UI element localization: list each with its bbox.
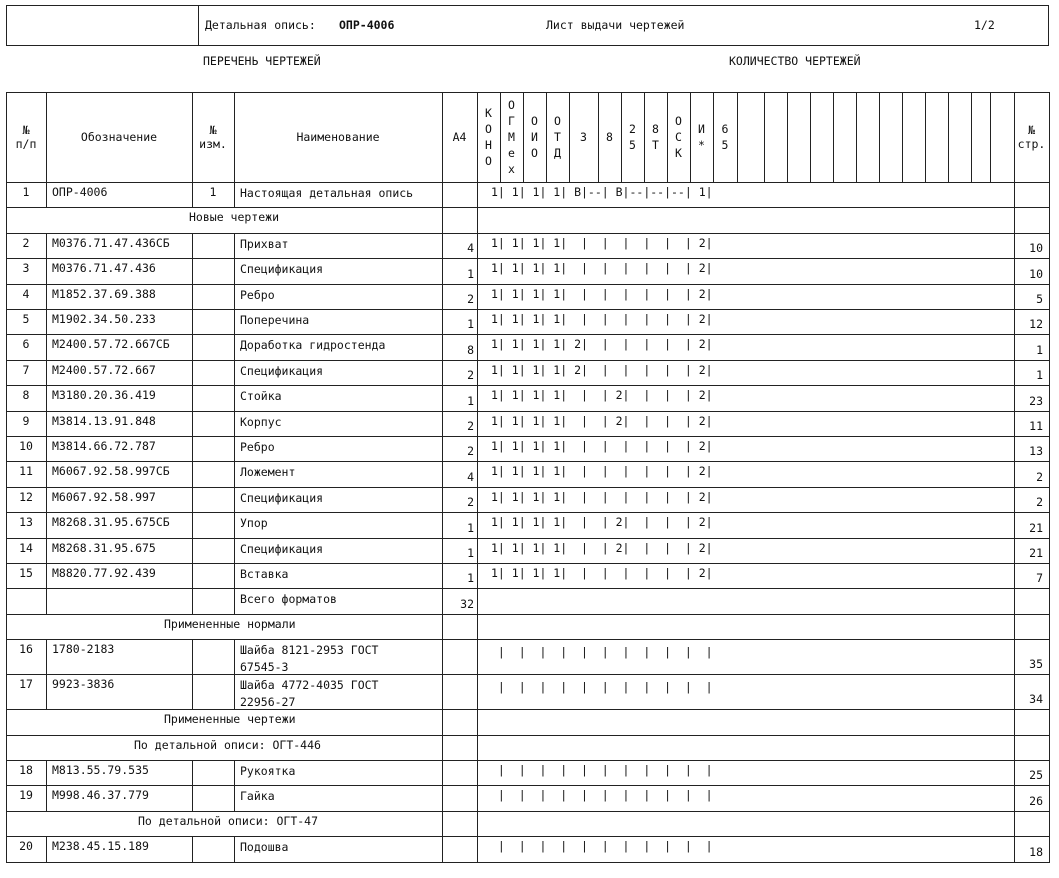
- grid-line: [1014, 588, 1015, 614]
- row-name: Упор: [240, 516, 268, 531]
- row-border: [6, 436, 1050, 437]
- grid-line: [1014, 811, 1015, 837]
- row-page: 2: [1036, 469, 1043, 484]
- grid-line: [192, 258, 193, 284]
- table-top-border: [6, 92, 1050, 93]
- row-page: 12: [1029, 317, 1043, 332]
- grid-line: [46, 360, 47, 386]
- grid-line: [46, 436, 47, 462]
- row-a4-count: 4: [467, 469, 474, 484]
- col-header-a4: А4: [452, 130, 467, 144]
- grid-line: [477, 588, 478, 614]
- row-distribution: | | | | | | | | | | |: [491, 763, 713, 777]
- section-heading: По детальной описи: ОГТ-446: [134, 737, 321, 752]
- row-number: 7: [22, 362, 30, 377]
- grid-line: [477, 811, 478, 837]
- grid-line: [234, 563, 235, 589]
- grid-line: [192, 487, 193, 513]
- dist-col-header: И *: [698, 122, 705, 152]
- dist-col-line: [879, 92, 880, 183]
- row-border: [6, 760, 1050, 761]
- row-name: Ложемент: [240, 465, 296, 480]
- row-number: 20: [19, 839, 33, 854]
- row-border: [6, 674, 1050, 675]
- row-distribution: 1| 1| 1| 1| | | 2| | | | 2|: [491, 388, 713, 403]
- row-border: [6, 512, 1050, 513]
- row-page: 25: [1029, 768, 1043, 783]
- grid-line: [46, 785, 47, 811]
- grid-line: [234, 360, 235, 386]
- row-distribution: 1| 1| 1| 1| | | | | | | 2|: [491, 235, 713, 250]
- dist-col-header: 3: [580, 130, 587, 144]
- grid-line: [234, 284, 235, 310]
- dist-col-line: [856, 92, 857, 183]
- section-heading: Новые чертежи: [189, 210, 280, 225]
- row-designation: М238.45.15.189: [52, 839, 149, 854]
- row-name: Спецификация: [240, 490, 324, 505]
- grid-line: [1014, 709, 1015, 735]
- row-distribution: | | | | | | | | | | |: [491, 680, 713, 695]
- grid-line: [46, 512, 47, 538]
- row-distribution: 1| 1| 1| 1| | | 2| | | | 2|: [491, 413, 713, 428]
- row-border: [6, 360, 1050, 361]
- row-border: [6, 207, 1050, 208]
- row-number: 2: [22, 235, 30, 250]
- grid-line: [192, 411, 193, 437]
- row-page: 21: [1029, 520, 1043, 535]
- row-name: Вставка: [240, 567, 289, 581]
- row-page: 1: [1036, 368, 1043, 383]
- grid-line: [46, 309, 47, 335]
- grid-line: [46, 836, 47, 862]
- grid-line: [192, 639, 193, 675]
- dist-col-line: [971, 92, 972, 183]
- row-name: Стойка: [240, 389, 282, 404]
- row-a4-count: 8: [467, 342, 474, 357]
- dist-col-header: О И О: [531, 114, 538, 160]
- grid-line: [477, 760, 478, 786]
- row-a4-count: 1: [467, 546, 474, 560]
- row-page: 10: [1029, 241, 1043, 256]
- grid-line: [442, 735, 443, 761]
- grid-line: [192, 385, 193, 411]
- row-name: Спецификация: [240, 262, 324, 277]
- row-designation: 1780-2183: [52, 642, 115, 657]
- grid-line: [46, 588, 47, 614]
- row-page: 26: [1029, 793, 1043, 808]
- grid-line: [192, 360, 193, 386]
- row-border: [6, 309, 1050, 310]
- grid-line: [477, 836, 478, 862]
- row-name: Всего форматов: [240, 592, 337, 607]
- grid-line: [234, 836, 235, 862]
- row-page: 13: [1029, 444, 1043, 459]
- row-number: 16: [19, 642, 33, 657]
- grid-line: [477, 461, 478, 487]
- row-border: [6, 588, 1050, 589]
- grid-line: [442, 836, 443, 862]
- grid-line: [192, 538, 193, 564]
- grid-line: [1014, 614, 1015, 640]
- grid-line: [46, 674, 47, 710]
- list-heading: ПЕРЕЧЕНЬ ЧЕРТЕЖЕЙ: [203, 54, 321, 68]
- row-distribution: 1| 1| 1| 1| | | | | | | 2|: [491, 261, 713, 276]
- dist-col-header: 6 5: [721, 122, 729, 152]
- grid-line: [46, 639, 47, 675]
- row-designation: М1902.34.50.233: [52, 312, 156, 326]
- dist-col-header: О Г М е х: [508, 98, 515, 176]
- row-revision: 1: [209, 185, 217, 199]
- dist-col-header: 8 Т: [652, 122, 659, 152]
- row-border: [6, 334, 1050, 335]
- row-designation: М813.55.79.535: [52, 763, 149, 777]
- grid-line: [192, 284, 193, 310]
- dist-col-line: [902, 92, 903, 183]
- row-designation: М3814.13.91.848: [52, 413, 156, 428]
- grid-line: [234, 309, 235, 335]
- grid-line: [442, 182, 443, 208]
- row-border: [6, 258, 1050, 259]
- dist-col-header: 2 5: [629, 122, 636, 152]
- row-designation: М0376.71.47.436СБ: [52, 235, 170, 250]
- row-page: 7: [1036, 571, 1043, 586]
- grid-line: [46, 563, 47, 589]
- row-number: 5: [22, 312, 30, 326]
- dist-col-line: [810, 92, 811, 183]
- row-a4-count: 2: [467, 495, 474, 510]
- desc-code: ОПР-4006: [339, 18, 395, 32]
- row-a4-count: 2: [467, 419, 474, 433]
- grid-line: [46, 411, 47, 437]
- col-header-page: № стр.: [1017, 123, 1046, 151]
- dist-col-line: [787, 92, 788, 183]
- row-designation: М1852.37.69.388: [52, 286, 156, 301]
- row-border: [6, 233, 1050, 234]
- grid-line: [234, 674, 235, 710]
- row-distribution: 1| 1| 1| 1| | | 2| | | | 2|: [491, 540, 713, 555]
- row-page: 11: [1029, 419, 1043, 433]
- grid-line: [46, 334, 47, 360]
- row-designation: М3180.20.36.419: [52, 388, 156, 403]
- dist-col-header: 8: [606, 130, 613, 144]
- row-designation: 9923-3836: [52, 677, 115, 692]
- grid-line: [477, 207, 478, 233]
- row-name: Ребро: [240, 287, 275, 302]
- grid-line: [46, 487, 47, 513]
- grid-line: [46, 233, 47, 259]
- row-border: [6, 461, 1050, 462]
- grid-line: [477, 709, 478, 735]
- row-number: 14: [19, 540, 33, 555]
- row-name: Настоящая детальная опись: [240, 186, 414, 200]
- row-page: 23: [1029, 393, 1043, 408]
- dist-col-line: [990, 92, 991, 183]
- grid-line: [477, 182, 478, 208]
- dist-col-line: [764, 92, 765, 183]
- grid-line: [46, 760, 47, 786]
- row-name: Прихват: [240, 236, 289, 251]
- row-designation: М6067.92.58.997СБ: [52, 464, 170, 479]
- row-page: 1: [1036, 342, 1043, 357]
- row-a4-count: 1: [467, 571, 474, 586]
- row-number: 3: [22, 261, 30, 276]
- grid-line: [234, 461, 235, 487]
- row-border: [6, 811, 1050, 812]
- grid-line: [192, 512, 193, 538]
- row-a4-count: 4: [467, 241, 474, 256]
- row-name: Гайка: [240, 789, 275, 804]
- grid-line: [477, 785, 478, 811]
- row-number: 17: [19, 677, 33, 692]
- row-distribution: 1| 1| 1| 1| | | | | | | 2|: [491, 566, 713, 580]
- section-heading: Примененные чертежи: [164, 712, 296, 727]
- grid-line: [477, 284, 478, 310]
- grid-line: [477, 233, 478, 259]
- row-name: Ребро: [240, 440, 275, 454]
- row-name: Шайба 8121-2953 ГОСТ 67545-3: [240, 643, 379, 675]
- grid-line: [46, 182, 47, 208]
- section-heading: Примененные нормали: [164, 616, 296, 631]
- row-page: 2: [1036, 495, 1043, 510]
- col-header-num: № п/п: [15, 123, 37, 151]
- grid-line: [234, 385, 235, 411]
- row-page: 18: [1029, 844, 1043, 859]
- row-name: Шайба 4772-4035 ГОСТ 22956-27: [240, 678, 379, 710]
- row-number: 13: [19, 515, 33, 530]
- grid-line: [234, 411, 235, 437]
- row-a4-count: 2: [467, 292, 474, 306]
- grid-line: [477, 360, 478, 386]
- grid-line: [477, 385, 478, 411]
- grid-line: [46, 538, 47, 564]
- row-designation: ОПР-4006: [52, 185, 108, 199]
- row-a4-count: 1: [467, 317, 474, 332]
- grid-line: [234, 436, 235, 462]
- grid-line: [442, 811, 443, 837]
- row-distribution: 1| 1| 1| 1| В|--| В|--|--|--| 1|: [491, 185, 713, 199]
- row-border: [6, 538, 1050, 539]
- row-a4-count: 1: [467, 393, 474, 408]
- row-border: [6, 563, 1050, 564]
- row-designation: М2400.57.72.667: [52, 362, 156, 377]
- grid-line: [46, 258, 47, 284]
- row-border: [6, 411, 1050, 412]
- row-a4-total: 32: [460, 597, 474, 612]
- col-header-name: Наименование: [296, 130, 380, 144]
- row-name: Корпус: [240, 414, 282, 429]
- grid-line: [442, 785, 443, 811]
- row-designation: М8268.31.95.675СБ: [52, 515, 170, 530]
- row-number: 8: [22, 388, 30, 403]
- grid-line: [192, 309, 193, 335]
- grid-line: [192, 436, 193, 462]
- grid-line: [477, 487, 478, 513]
- grid-line: [1014, 182, 1015, 208]
- page-indicator: 1/2: [974, 18, 995, 32]
- grid-line: [234, 639, 235, 675]
- grid-line: [234, 487, 235, 513]
- row-distribution: 1| 1| 1| 1| | | 2| | | | 2|: [491, 515, 713, 530]
- grid-line: [477, 563, 478, 589]
- row-designation: М8820.77.92.439: [52, 566, 156, 580]
- col-header-rev: № изм.: [199, 123, 227, 151]
- row-border: [6, 385, 1050, 386]
- grid-line: [192, 461, 193, 487]
- row-distribution: 1| 1| 1| 1| | | | | | | 2|: [491, 286, 713, 301]
- grid-line: [234, 785, 235, 811]
- grid-line: [477, 614, 478, 640]
- row-number: 4: [22, 286, 30, 301]
- dist-col-line: [948, 92, 949, 183]
- row-a4-count: 1: [467, 520, 474, 535]
- dist-col-header: О Т Д: [554, 114, 561, 160]
- row-designation: М0376.71.47.436: [52, 261, 156, 276]
- grid-line: [234, 760, 235, 786]
- row-designation: М3814.66.72.787: [52, 439, 156, 453]
- grid-line: [46, 284, 47, 310]
- grid-line: [477, 258, 478, 284]
- title-block-divider: [198, 5, 199, 46]
- grid-line: [46, 461, 47, 487]
- row-designation: М8268.31.95.675: [52, 540, 156, 555]
- grid-line: [1014, 735, 1015, 761]
- row-distribution: | | | | | | | | | | |: [491, 839, 713, 854]
- row-number: 10: [19, 439, 33, 453]
- grid-line: [234, 334, 235, 360]
- row-page: 34: [1029, 692, 1043, 707]
- row-number: 9: [22, 413, 30, 428]
- row-a4-count: 1: [467, 266, 474, 281]
- row-page: 5: [1036, 292, 1043, 306]
- grid-line: [192, 563, 193, 589]
- dist-col-header: К О Н О: [485, 106, 492, 168]
- row-a4-count: 2: [467, 368, 474, 383]
- title-block: [6, 5, 1049, 46]
- grid-line: [442, 709, 443, 735]
- grid-line: [1014, 207, 1015, 233]
- grid-line: [477, 309, 478, 335]
- col-header-designation: Обозначение: [80, 130, 158, 144]
- row-border: [6, 487, 1050, 488]
- row-name: Спецификация: [240, 363, 324, 378]
- row-border: [6, 785, 1050, 786]
- row-designation: М2400.57.72.667СБ: [52, 337, 170, 352]
- grid-line: [442, 207, 443, 233]
- row-page: 35: [1029, 657, 1043, 672]
- row-a4-count: 2: [467, 444, 474, 459]
- row-number: 11: [19, 464, 33, 479]
- grid-line: [477, 334, 478, 360]
- grid-line: [192, 785, 193, 811]
- row-distribution: | | | | | | | | | | |: [491, 788, 713, 803]
- row-name: Подошва: [240, 840, 289, 855]
- row-distribution: 1| 1| 1| 1| 2| | | | | | 2|: [491, 337, 713, 352]
- row-border: [6, 709, 1050, 710]
- grid-line: [477, 411, 478, 437]
- grid-line: [234, 258, 235, 284]
- section-heading: По детальной описи: ОГТ-47: [138, 813, 319, 828]
- grid-line: [442, 760, 443, 786]
- row-designation: М6067.92.58.997: [52, 489, 156, 504]
- dist-col-line: [737, 92, 738, 183]
- row-number: 1: [22, 185, 30, 199]
- row-distribution: | | | | | | | | | | |: [491, 645, 713, 660]
- grid-line: [442, 639, 443, 675]
- row-page: 10: [1029, 266, 1043, 281]
- count-heading: КОЛИЧЕСТВО ЧЕРТЕЖЕЙ: [729, 54, 861, 68]
- row-border: [6, 735, 1050, 736]
- row-number: 19: [19, 788, 33, 803]
- row-border: [6, 284, 1050, 285]
- row-page: 21: [1029, 546, 1043, 560]
- row-border: [6, 862, 1050, 863]
- row-distribution: 1| 1| 1| 1| | | | | | | 2|: [491, 439, 713, 453]
- row-name: Рукоятка: [240, 764, 296, 778]
- row-designation: М998.46.37.779: [52, 788, 149, 803]
- row-distribution: 1| 1| 1| 1| | | | | | | 2|: [491, 312, 713, 326]
- grid-line: [442, 674, 443, 710]
- row-border: [6, 639, 1050, 640]
- grid-line: [477, 512, 478, 538]
- row-number: 6: [22, 337, 30, 352]
- dist-col-header: О С К: [675, 114, 682, 160]
- sheet-title: Лист выдачи чертежей: [546, 18, 685, 32]
- grid-line: [192, 233, 193, 259]
- header-bottom-border: [6, 182, 1050, 183]
- row-name: Поперечина: [240, 313, 310, 327]
- grid-line: [234, 512, 235, 538]
- grid-line: [477, 735, 478, 761]
- row-name: Спецификация: [240, 541, 324, 556]
- dist-col-line: [833, 92, 834, 183]
- grid-line: [477, 538, 478, 564]
- row-name: Доработка гидростенда: [240, 338, 386, 353]
- grid-line: [442, 614, 443, 640]
- grid-line: [234, 233, 235, 259]
- row-number: 18: [19, 763, 33, 777]
- grid-line: [192, 588, 193, 614]
- grid-line: [192, 334, 193, 360]
- row-distribution: 1| 1| 1| 1| | | | | | | 2|: [491, 464, 713, 479]
- grid-line: [192, 674, 193, 710]
- row-distribution: 1| 1| 1| 1| | | | | | | 2|: [491, 489, 713, 504]
- grid-line: [477, 436, 478, 462]
- grid-line: [234, 588, 235, 614]
- row-border: [6, 836, 1050, 837]
- grid-line: [46, 385, 47, 411]
- desc-label: Детальная опись:: [205, 18, 316, 32]
- row-number: 15: [19, 566, 33, 580]
- grid-line: [234, 538, 235, 564]
- row-border: [6, 614, 1050, 615]
- row-distribution: 1| 1| 1| 1| 2| | | | | | 2|: [491, 362, 713, 377]
- grid-line: [192, 836, 193, 862]
- grid-line: [234, 182, 235, 208]
- grid-line: [477, 674, 478, 710]
- row-number: 12: [19, 489, 33, 504]
- grid-line: [192, 760, 193, 786]
- grid-line: [477, 639, 478, 675]
- dist-col-line: [925, 92, 926, 183]
